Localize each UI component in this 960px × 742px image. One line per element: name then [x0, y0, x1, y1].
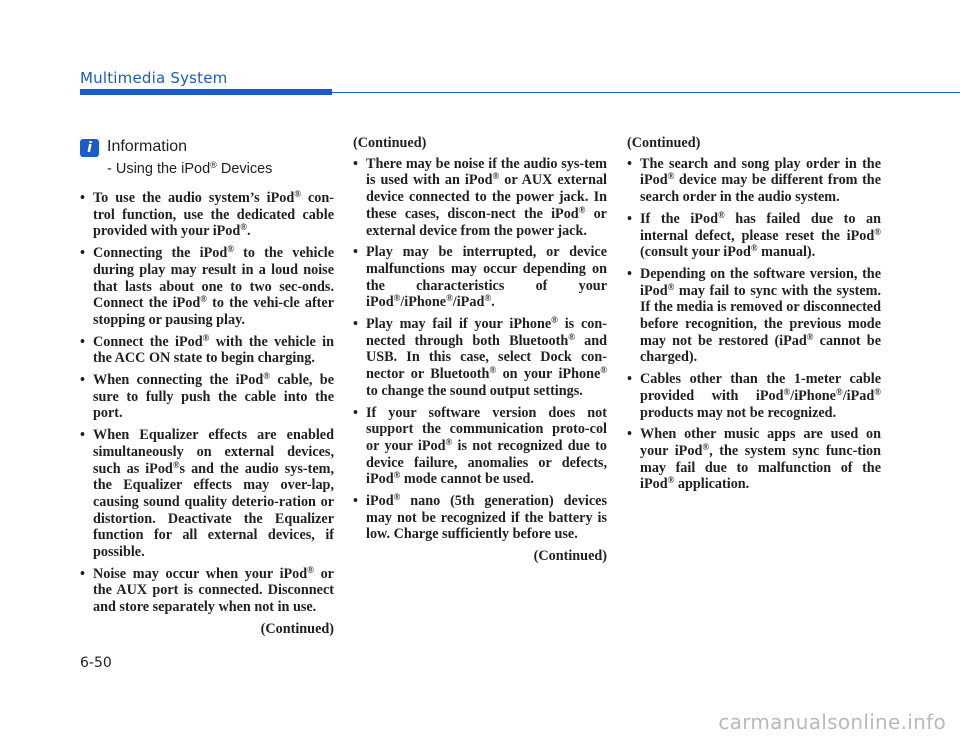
- list-item: • Connecting the iPod® to the vehicle during play may result in a loud noise that lasts about one to two sec-onds. Connect the iPod® to the vehi-cle after stopping or pausing play.: [80, 245, 334, 329]
- bullet-list: [353, 156, 607, 543]
- list-item: • Cables other than the 1-meter cable provided with iPod®/iPhone®/iPad® products may not be recognized.: [627, 371, 881, 421]
- list-item: • If your software version does not support the communication proto-col or your iPod® is not recognized due to device failure, anomalies or defects, iPod® mode cannot be used.: [353, 405, 607, 489]
- watermark: carmanualsonline.info: [718, 710, 946, 734]
- continued-label: (Continued): [260, 620, 334, 637]
- list-item: • When Equalizer effects are enabled simultaneously on external devices, such as iPod®s and the audio sys-tem, the Equalizer effects may over-lap, causing sound quality deterio-ration or distortion. Deactivate the Equalizer function for all external devices, if possible.: [80, 427, 334, 561]
- continued-label: (Continued): [627, 135, 701, 151]
- list-item: • When connecting the iPod® cable, be sure to fully push the cable into the port.: [80, 372, 334, 422]
- column-right: [627, 130, 881, 498]
- information-title: Information: [107, 138, 188, 155]
- header-accent-bar: [80, 89, 332, 95]
- information-subtitle: - Using the iPod® Devices: [107, 160, 273, 177]
- header-title: Multimedia System: [80, 69, 228, 87]
- page-number: 6-50: [80, 655, 112, 671]
- continued-label: (Continued): [533, 548, 607, 565]
- info-icon: i: [80, 139, 99, 157]
- list-item: • iPod® nano (5th generation) devices may not be recognized if the battery is low. Charge sufficiently before use.: [353, 493, 607, 543]
- list-item: • The search and song play order in the iPod® device may be different from the search order in the audio system.: [627, 156, 881, 206]
- column-middle: [353, 130, 607, 565]
- list-item: • Noise may occur when your iPod® or the AUX port is connected. Disconnect and store separately when not in use.: [80, 566, 334, 616]
- column-left: [80, 130, 334, 638]
- list-item: • Connect the iPod® with the vehicle in the ACC ON state to begin charging.: [80, 334, 334, 367]
- list-item: • If the iPod® has failed due to an internal defect, please reset the iPod® (consult your iPod® manual).: [627, 211, 881, 261]
- continued-label: (Continued): [353, 135, 427, 151]
- list-item: • There may be noise if the audio sys-tem is used with an iPod® or AUX external device connected to the power jack. In these cases, discon-nect the iPod® or external device from the power jack.: [353, 156, 607, 240]
- list-item: • Depending on the software version, the iPod® may fail to sync with the system. If the media is removed or disconnected before recognition, the previous mode may not be restored (iPad® cannot be charged).: [627, 266, 881, 366]
- list-item: • When other music apps are used on your iPod®, the system sync func-tion may fail due to malfunction of the iPod® application.: [627, 426, 881, 493]
- list-item: • To use the audio system’s iPod® con-trol function, use the dedicated cable provided with your iPod®.: [80, 190, 334, 240]
- information-heading: [80, 137, 334, 187]
- list-item: • Play may be interrupted, or device malfunctions may occur depending on the characteristics of your iPod®/iPhone®/iPad®.: [353, 244, 607, 311]
- header-rule: [332, 92, 960, 93]
- bullet-list: [80, 190, 334, 616]
- bullet-list: [627, 156, 881, 493]
- list-item: • Play may fail if your iPhone® is con-nected through both Bluetooth® and USB. In this case, select Dock con-nector or Bluetooth® on your iPhone® to change the sound output settings.: [353, 316, 607, 400]
